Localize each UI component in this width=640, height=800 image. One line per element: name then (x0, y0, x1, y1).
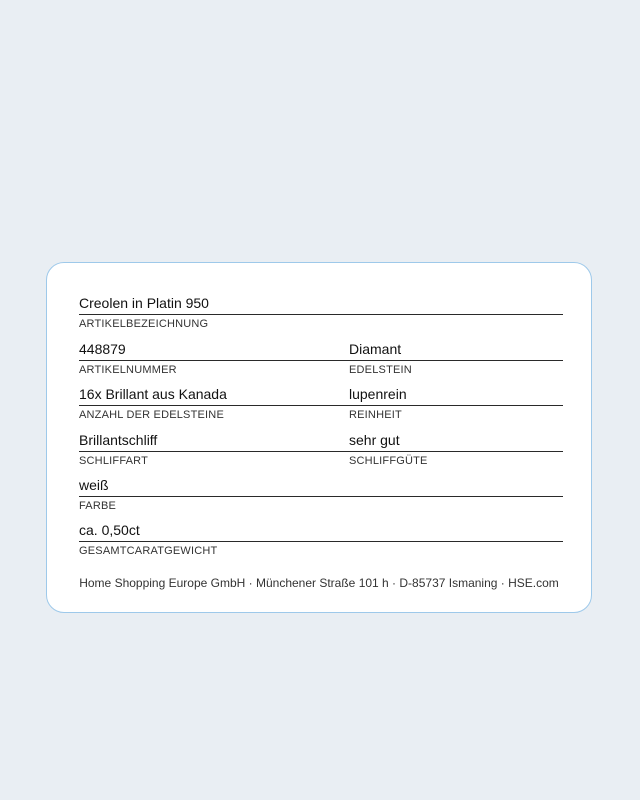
field-divider (79, 451, 349, 452)
field-divider (79, 360, 349, 361)
field-value: sehr gut (349, 432, 400, 448)
field-label: SCHLIFFART (79, 455, 149, 467)
company-footer: Home Shopping Europe GmbH · Münchener Straße 101 h · D-85737 Ismaning · HSE.com (79, 576, 559, 590)
field-divider (79, 541, 563, 542)
field-value: weiß (79, 477, 109, 493)
field-divider (79, 496, 563, 497)
field-divider (79, 405, 349, 406)
field-divider (79, 314, 563, 315)
field-label: ARTIKELBEZEICHNUNG (79, 318, 209, 330)
field-value: 448879 (79, 341, 126, 357)
field-value: Creolen in Platin 950 (79, 295, 209, 311)
certificate-card (46, 262, 592, 613)
field-label: REINHEIT (349, 409, 402, 421)
field-value: lupenrein (349, 386, 407, 402)
field-divider (349, 451, 563, 452)
field-label: ARTIKELNUMMER (79, 364, 177, 376)
field-value: ca. 0,50ct (79, 522, 140, 538)
field-label: GESAMTCARATGEWICHT (79, 545, 218, 557)
field-value: 16x Brillant aus Kanada (79, 386, 227, 402)
field-label: SCHLIFFGÜTE (349, 455, 428, 467)
field-label: FARBE (79, 500, 117, 512)
field-label: EDELSTEIN (349, 364, 412, 376)
field-value: Diamant (349, 341, 402, 357)
field-divider (349, 405, 563, 406)
field-value: Brillantschliff (79, 432, 158, 448)
field-label: ANZAHL DER EDELSTEINE (79, 409, 224, 421)
field-divider (349, 360, 563, 361)
